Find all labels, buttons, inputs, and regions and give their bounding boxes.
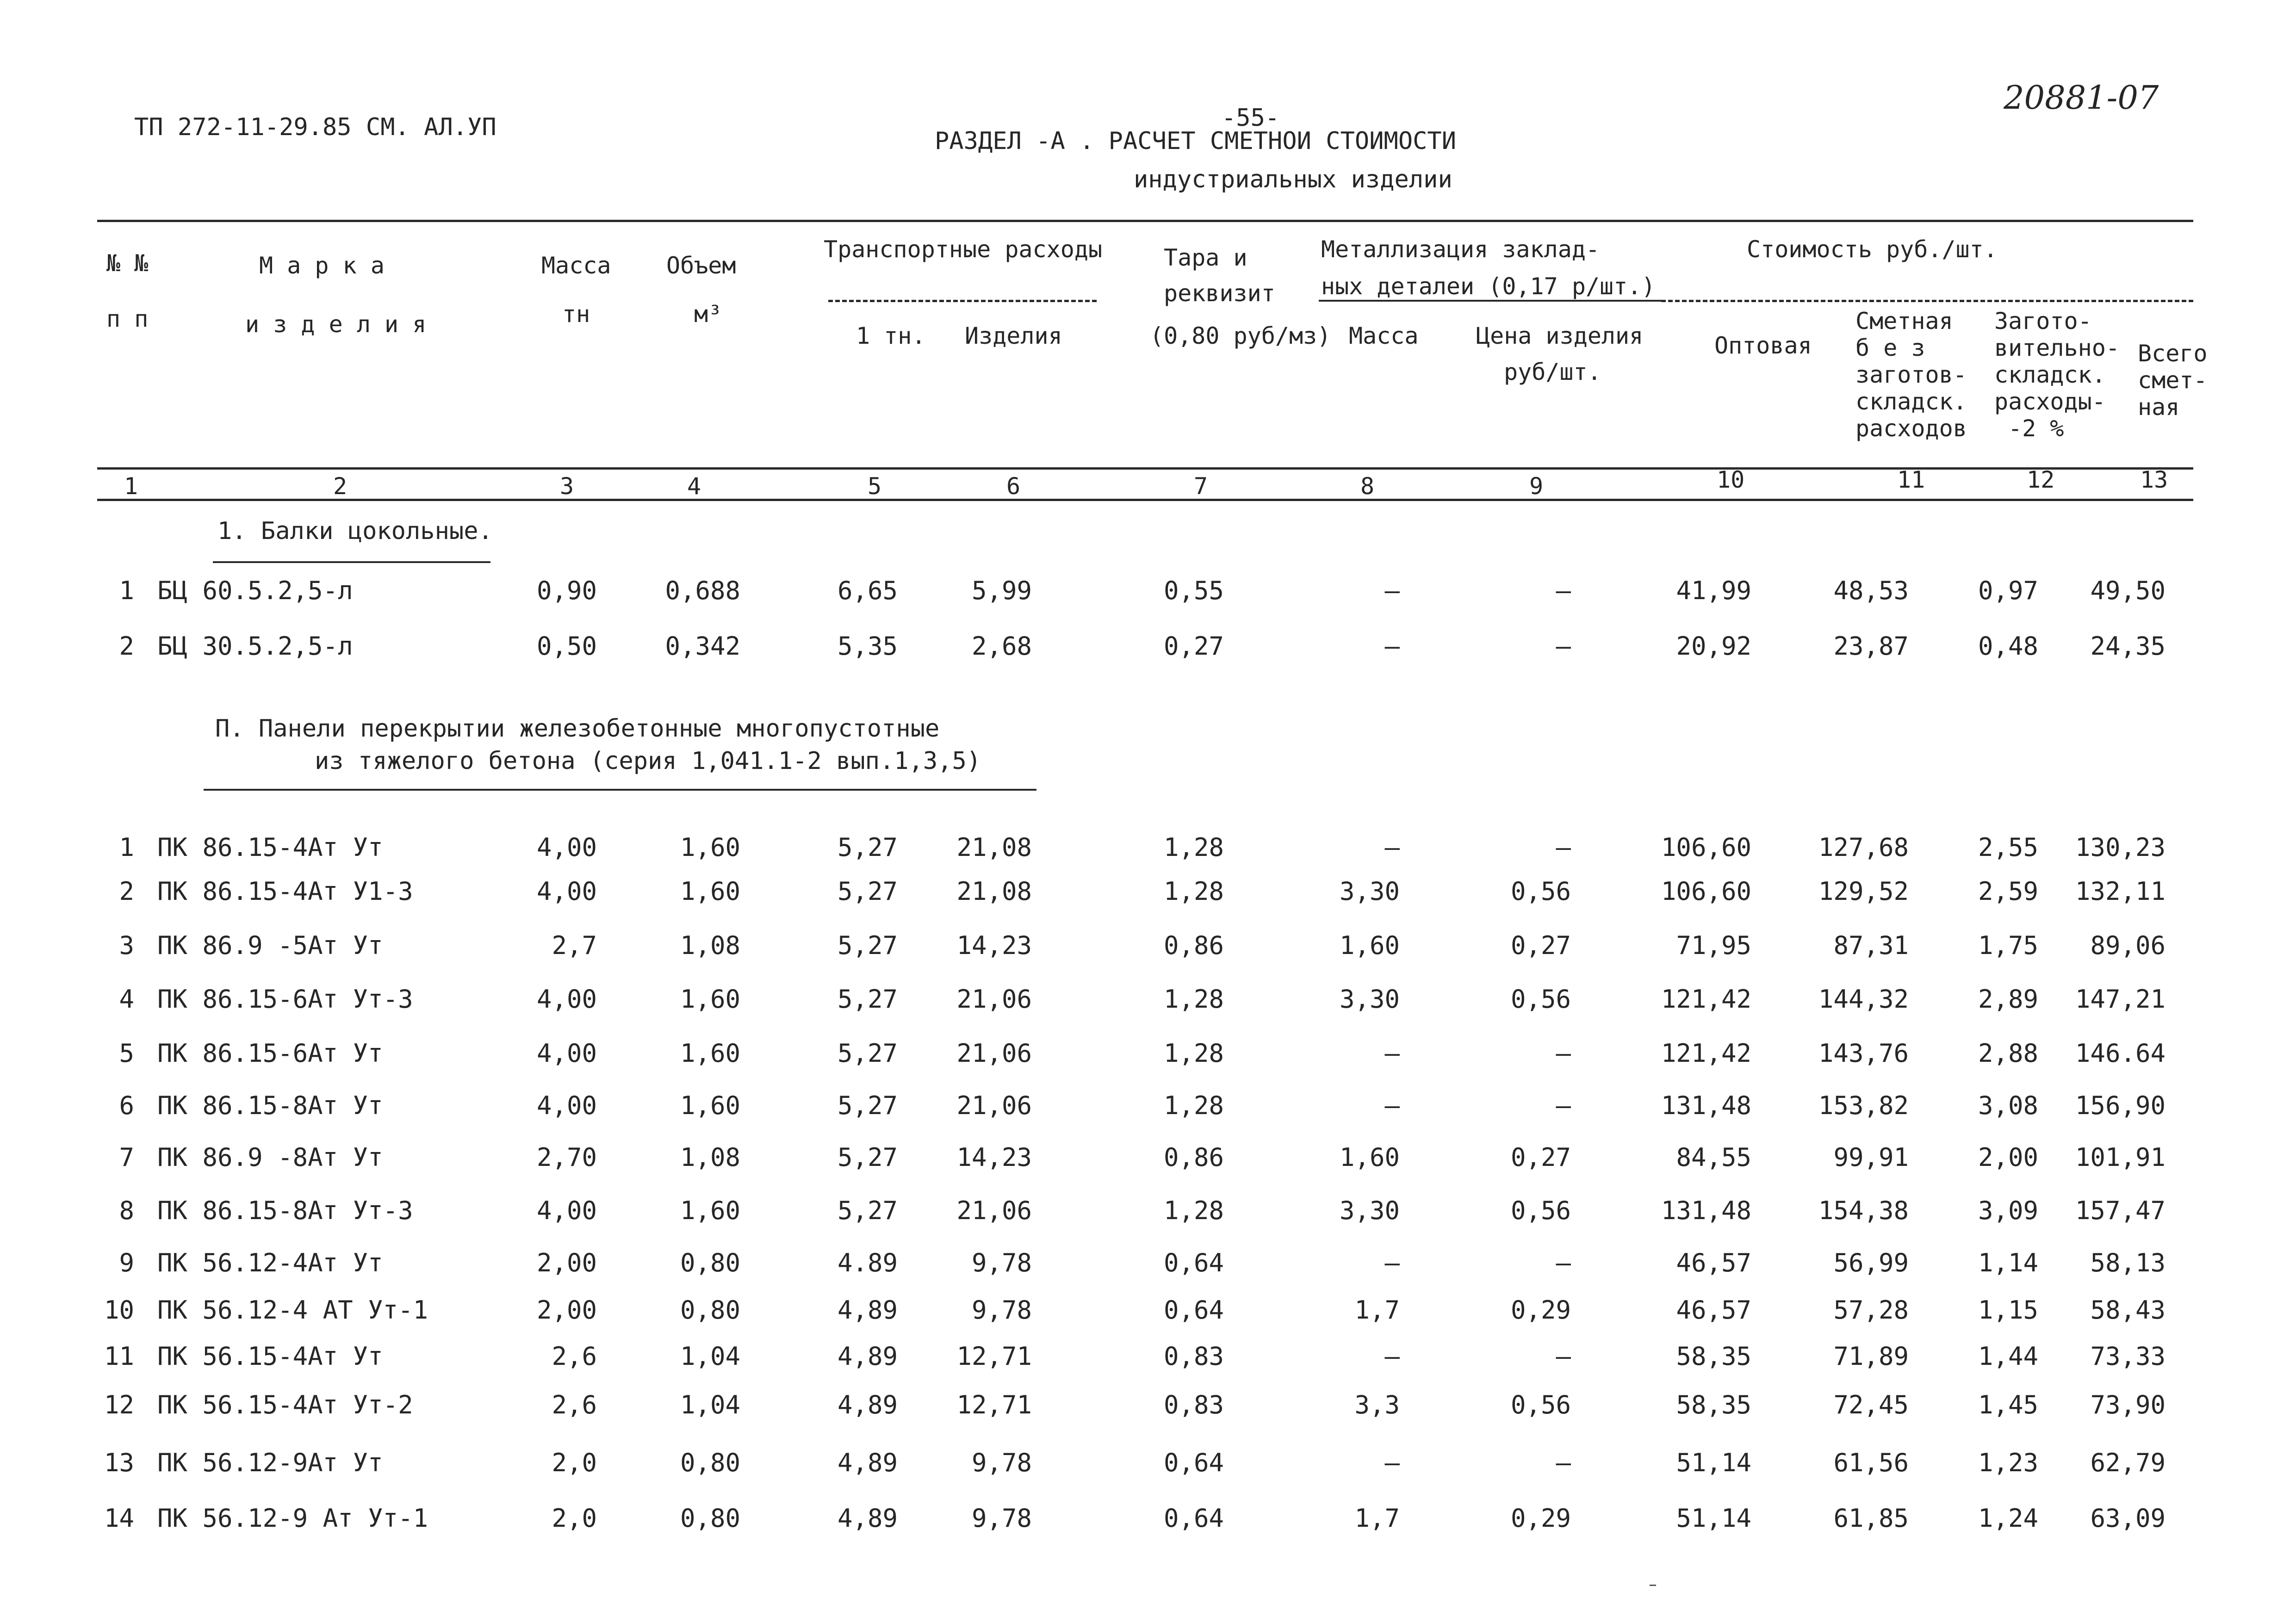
row-number: 10 xyxy=(104,1295,134,1325)
section1-underline xyxy=(213,561,490,563)
item-mark: ПК 56.12-9 Ат Ут-1 xyxy=(157,1504,428,1533)
estimate-cost: 144,32 xyxy=(1818,985,1909,1014)
transport-per-item: 9,78 xyxy=(971,1295,1032,1325)
volume-value: 0,80 xyxy=(680,1448,740,1477)
transport-per-item: 5,99 xyxy=(971,576,1032,605)
transport-per-ton: 4,89 xyxy=(837,1504,898,1533)
metal-mass: 3,30 xyxy=(1339,985,1400,1014)
storage-cost: 2,89 xyxy=(1978,985,2038,1014)
estimate-cost: 143,76 xyxy=(1818,1039,1909,1068)
metal-mass: 1,7 xyxy=(1354,1295,1400,1325)
mass-value: 0,50 xyxy=(536,632,597,661)
estimate-cost: 99,91 xyxy=(1833,1143,1909,1172)
row-number: 4 xyxy=(119,985,134,1014)
tara-value: 0,64 xyxy=(1163,1504,1224,1533)
table-row xyxy=(0,931,2296,968)
metal-price: – xyxy=(1556,1248,1571,1277)
row-number: 12 xyxy=(104,1390,134,1419)
item-mark: ПК 86.15-8Ат Ут-3 xyxy=(157,1196,413,1225)
estimate-cost: 61,85 xyxy=(1833,1504,1909,1533)
item-mark: ПК 86.15-6Ат Ут-3 xyxy=(157,985,413,1014)
item-mark: БЦ 30.5.2,5-л xyxy=(157,632,353,661)
colnum: 10 xyxy=(1717,466,1745,493)
row-number: 6 xyxy=(119,1091,134,1120)
tara-value: 1,28 xyxy=(1163,833,1224,862)
volume-value: 0,342 xyxy=(665,632,740,661)
header-estimate: Сметная б е з заготов- складск. расходов xyxy=(1855,308,1967,442)
table-row xyxy=(0,1248,2296,1285)
row-number: 1 xyxy=(119,576,134,605)
storage-cost: 1,45 xyxy=(1978,1390,2038,1419)
header-metal-price-a: Цена изделия xyxy=(1476,322,1644,349)
tara-value: 0,64 xyxy=(1163,1248,1224,1277)
metal-price: – xyxy=(1556,576,1571,605)
table-row xyxy=(0,1196,2296,1233)
transport-per-ton: 6,65 xyxy=(837,576,898,605)
table-row xyxy=(0,1390,2296,1427)
item-mark: ПК 56.12-4Ат Ут xyxy=(157,1248,383,1277)
transport-per-item: 14,23 xyxy=(956,931,1032,960)
metal-mass: – xyxy=(1384,1039,1400,1068)
item-mark: ПК 86.9 -5Ат Ут xyxy=(157,931,383,960)
mass-value: 2,0 xyxy=(552,1504,597,1533)
estimate-cost: 61,56 xyxy=(1833,1448,1909,1477)
estimate-cost: 48,53 xyxy=(1833,576,1909,605)
wholesale-price: 51,14 xyxy=(1676,1504,1751,1533)
storage-cost: 0,48 xyxy=(1978,632,2038,661)
total-cost: 101,91 xyxy=(2075,1143,2166,1172)
total-cost: 147,21 xyxy=(2075,985,2166,1014)
transport-per-ton: 5,27 xyxy=(837,985,898,1014)
estimate-cost: 127,68 xyxy=(1818,833,1909,862)
row-number: 11 xyxy=(104,1342,134,1371)
wholesale-price: 131,48 xyxy=(1661,1196,1751,1225)
metal-price: 0,29 xyxy=(1510,1295,1571,1325)
header-volume-a: Объем xyxy=(666,252,736,279)
colnum: 3 xyxy=(560,473,574,500)
row-number: 5 xyxy=(119,1039,134,1068)
colnum: 2 xyxy=(333,473,348,500)
header-tara-a: Тара и xyxy=(1164,244,1247,271)
total-cost: 132,11 xyxy=(2075,877,2166,906)
transport-per-item: 14,23 xyxy=(956,1143,1032,1172)
storage-cost: 3,09 xyxy=(1978,1196,2038,1225)
total-cost: 157,47 xyxy=(2075,1196,2166,1225)
table-row xyxy=(0,877,2296,914)
tara-value: 0,86 xyxy=(1163,931,1224,960)
metal-price: – xyxy=(1556,632,1571,661)
wholesale-price: 131,48 xyxy=(1661,1091,1751,1120)
header-num-b: п п xyxy=(106,305,149,332)
volume-value: 1,60 xyxy=(680,877,740,906)
volume-value: 1,60 xyxy=(680,1091,740,1120)
section1-title: 1. Балки цокольные. xyxy=(217,517,493,545)
metal-price: 0,56 xyxy=(1510,985,1571,1014)
item-mark: ПК 86.15-8Ат Ут xyxy=(157,1091,383,1120)
header-tara-b: реквизит xyxy=(1164,280,1275,307)
item-mark: БЦ 60.5.2,5-л xyxy=(157,576,353,605)
transport-per-item: 21,08 xyxy=(956,833,1032,862)
row-number: 2 xyxy=(119,877,134,906)
item-mark: ПК 56.15-4Ат Ут-2 xyxy=(157,1390,413,1419)
mass-value: 4,00 xyxy=(536,877,597,906)
header-transport-1t: 1 тн. xyxy=(856,322,926,349)
wholesale-price: 71,95 xyxy=(1676,931,1751,960)
volume-value: 1,60 xyxy=(680,1039,740,1068)
tara-value: 1,28 xyxy=(1163,1196,1224,1225)
volume-value: 1,08 xyxy=(680,1143,740,1172)
header-top-rule xyxy=(97,220,2193,222)
storage-cost: 1,24 xyxy=(1978,1504,2038,1533)
metal-mass: 1,60 xyxy=(1339,1143,1400,1172)
mass-value: 2,00 xyxy=(536,1295,597,1325)
scan-mark xyxy=(1650,1585,1656,1586)
table-row xyxy=(0,1039,2296,1076)
tara-value: 0,64 xyxy=(1163,1448,1224,1477)
section-title: РАЗДЕЛ -А . РАСЧЕТ СМЕТНОИ СТОИМОСТИ xyxy=(935,127,1457,155)
metal-mass: – xyxy=(1384,1448,1400,1477)
metal-mass: – xyxy=(1384,833,1400,862)
volume-value: 1,08 xyxy=(680,931,740,960)
header-cost: Стоимость руб./шт. xyxy=(1747,236,1998,263)
wholesale-price: 46,57 xyxy=(1676,1295,1751,1325)
header-metal-price-b: руб/шт. xyxy=(1504,359,1601,385)
table-row xyxy=(0,1448,2296,1485)
table-row xyxy=(0,1295,2296,1332)
tara-value: 1,28 xyxy=(1163,985,1224,1014)
wholesale-price: 121,42 xyxy=(1661,1039,1751,1068)
colnum: 1 xyxy=(124,473,138,500)
colnum: 5 xyxy=(868,473,882,500)
volume-value: 1,04 xyxy=(680,1342,740,1371)
document-code: ТП 272-11-29.85 СМ. АЛ.УП xyxy=(134,113,496,141)
volume-value: 0,80 xyxy=(680,1295,740,1325)
colnum: 9 xyxy=(1529,473,1544,500)
metal-mass: – xyxy=(1384,632,1400,661)
wholesale-price: 51,14 xyxy=(1676,1448,1751,1477)
header-storage: Загото- вительно- складск. расходы- -2 % xyxy=(1994,308,2120,442)
volume-value: 0,80 xyxy=(680,1504,740,1533)
estimate-cost: 57,28 xyxy=(1833,1295,1909,1325)
wholesale-price: 58,35 xyxy=(1676,1342,1751,1371)
metal-mass: 1,60 xyxy=(1339,931,1400,960)
colnum: 12 xyxy=(2027,466,2055,493)
transport-per-ton: 5,27 xyxy=(837,833,898,862)
storage-cost: 1,44 xyxy=(1978,1342,2038,1371)
transport-per-ton: 4.89 xyxy=(837,1248,898,1277)
header-numbers-top-rule xyxy=(97,467,2193,470)
mass-value: 0,90 xyxy=(536,576,597,605)
item-mark: ПК 56.12-9Ат Ут xyxy=(157,1448,383,1477)
storage-cost: 1,14 xyxy=(1978,1248,2038,1277)
storage-cost: 1,23 xyxy=(1978,1448,2038,1477)
header-total: Всего смет- ная xyxy=(2138,340,2208,421)
volume-value: 0,80 xyxy=(680,1248,740,1277)
wholesale-price: 84,55 xyxy=(1676,1143,1751,1172)
colnum: 8 xyxy=(1360,473,1375,500)
mass-value: 2,6 xyxy=(552,1390,597,1419)
colnum: 11 xyxy=(1897,466,1925,493)
mass-value: 2,00 xyxy=(536,1248,597,1277)
item-mark: ПК 56.15-4Ат Ут xyxy=(157,1342,383,1371)
item-mark: ПК 86.15-4Ат У1-3 xyxy=(157,877,413,906)
row-number: 13 xyxy=(104,1448,134,1477)
colnum: 13 xyxy=(2140,466,2168,493)
header-transport-item: Изделия xyxy=(965,322,1062,349)
total-cost: 156,90 xyxy=(2075,1091,2166,1120)
tara-value: 0,83 xyxy=(1163,1390,1224,1419)
metal-mass: – xyxy=(1384,1342,1400,1371)
table-row xyxy=(0,576,2296,613)
storage-cost: 3,08 xyxy=(1978,1091,2038,1120)
storage-cost: 2,00 xyxy=(1978,1143,2038,1172)
transport-per-item: 21,06 xyxy=(956,985,1032,1014)
section-subtitle: индустриальных изделии xyxy=(1134,166,1452,193)
tara-value: 0,83 xyxy=(1163,1342,1224,1371)
storage-cost: 0,97 xyxy=(1978,576,2038,605)
section2-title-b: из тяжелого бетона (серия 1,041.1-2 вып.1,3,5) xyxy=(315,747,981,775)
section2-underline xyxy=(204,789,1036,791)
header-metal-mass: Масса xyxy=(1349,322,1419,349)
table-row xyxy=(0,1342,2296,1379)
transport-per-ton: 5,27 xyxy=(837,1143,898,1172)
item-mark: ПК 86.15-4Ат Ут xyxy=(157,833,383,862)
total-cost: 24,35 xyxy=(2090,632,2166,661)
header-tara-c: (0,80 руб/мз) xyxy=(1150,322,1331,349)
transport-per-ton: 5,27 xyxy=(837,931,898,960)
item-mark: ПК 86.9 -8Ат Ут xyxy=(157,1143,383,1172)
estimate-cost: 72,45 xyxy=(1833,1390,1909,1419)
table-row xyxy=(0,1091,2296,1128)
storage-cost: 2,88 xyxy=(1978,1039,2038,1068)
mass-value: 2,6 xyxy=(552,1342,597,1371)
wholesale-price: 20,92 xyxy=(1676,632,1751,661)
transport-per-item: 12,71 xyxy=(956,1342,1032,1371)
colnum: 4 xyxy=(687,473,701,500)
metal-price: – xyxy=(1556,1091,1571,1120)
header-num-a: № № xyxy=(106,250,149,277)
estimate-cost: 153,82 xyxy=(1818,1091,1909,1120)
estimate-cost: 71,89 xyxy=(1833,1342,1909,1371)
metal-underline xyxy=(1319,300,1661,302)
total-cost: 62,79 xyxy=(2090,1448,2166,1477)
metal-mass: 1,7 xyxy=(1354,1504,1400,1533)
header-wholesale: Оптовая xyxy=(1714,332,1812,359)
header-mark-b: и з д е л и я xyxy=(245,311,427,338)
header-metal-a: Металлизация заклад- xyxy=(1321,236,1600,263)
metal-price: 0,56 xyxy=(1510,877,1571,906)
transport-per-ton: 4,89 xyxy=(837,1448,898,1477)
row-number: 3 xyxy=(119,931,134,960)
estimate-cost: 23,87 xyxy=(1833,632,1909,661)
total-cost: 89,06 xyxy=(2090,931,2166,960)
total-cost: 146.64 xyxy=(2075,1039,2166,1068)
transport-per-ton: 5,27 xyxy=(837,1196,898,1225)
row-number: 14 xyxy=(104,1504,134,1533)
estimate-cost: 87,31 xyxy=(1833,931,1909,960)
transport-per-ton: 5,27 xyxy=(837,877,898,906)
header-volume-b: м³ xyxy=(694,301,722,328)
transport-per-item: 21,08 xyxy=(956,877,1032,906)
mass-value: 4,00 xyxy=(536,1091,597,1120)
transport-per-item: 21,06 xyxy=(956,1039,1032,1068)
row-number: 2 xyxy=(119,632,134,661)
transport-per-ton: 5,35 xyxy=(837,632,898,661)
total-cost: 63,09 xyxy=(2090,1504,2166,1533)
wholesale-price: 106,60 xyxy=(1661,877,1751,906)
row-number: 8 xyxy=(119,1196,134,1225)
metal-mass: 3,30 xyxy=(1339,877,1400,906)
volume-value: 1,60 xyxy=(680,1196,740,1225)
volume-value: 1,60 xyxy=(680,833,740,862)
storage-cost: 2,55 xyxy=(1978,833,2038,862)
transport-per-ton: 4,89 xyxy=(837,1342,898,1371)
row-number: 9 xyxy=(119,1248,134,1277)
header-mass-b: тн xyxy=(562,301,590,328)
metal-mass: 3,3 xyxy=(1354,1390,1400,1419)
total-cost: 58,43 xyxy=(2090,1295,2166,1325)
metal-price: 0,56 xyxy=(1510,1196,1571,1225)
transport-per-ton: 4,89 xyxy=(837,1390,898,1419)
tara-value: 0,55 xyxy=(1163,576,1224,605)
transport-per-item: 9,78 xyxy=(971,1248,1032,1277)
header-bottom-rule xyxy=(97,499,2193,501)
tara-value: 1,28 xyxy=(1163,1039,1224,1068)
transport-per-item: 9,78 xyxy=(971,1504,1032,1533)
total-cost: 130,23 xyxy=(2075,833,2166,862)
metal-price: – xyxy=(1556,1342,1571,1371)
mass-value: 2,70 xyxy=(536,1143,597,1172)
section2-title-a: П. Панели перекрытии железобетонные многопустотные xyxy=(215,715,940,743)
wholesale-price: 106,60 xyxy=(1661,833,1751,862)
total-cost: 49,50 xyxy=(2090,576,2166,605)
metal-price: 0,56 xyxy=(1510,1390,1571,1419)
metal-mass: – xyxy=(1384,576,1400,605)
tara-value: 0,64 xyxy=(1163,1295,1224,1325)
table-row xyxy=(0,632,2296,669)
handwritten-stamp: 20881-07 xyxy=(2004,79,2159,117)
estimate-cost: 56,99 xyxy=(1833,1248,1909,1277)
wholesale-price: 46,57 xyxy=(1676,1248,1751,1277)
metal-mass: – xyxy=(1384,1091,1400,1120)
table-row xyxy=(0,985,2296,1022)
header-transport: Транспортные расходы xyxy=(824,236,1103,263)
tara-value: 0,27 xyxy=(1163,632,1224,661)
metal-price: – xyxy=(1556,833,1571,862)
table-row xyxy=(0,1143,2296,1180)
mass-value: 4,00 xyxy=(536,833,597,862)
cost-dashed-rule xyxy=(1661,300,2193,302)
tara-value: 1,28 xyxy=(1163,877,1224,906)
transport-per-item: 12,71 xyxy=(956,1390,1032,1419)
header-metal-b: ных деталеи (0,17 р/шт.) xyxy=(1321,273,1656,300)
storage-cost: 2,59 xyxy=(1978,877,2038,906)
transport-per-item: 2,68 xyxy=(971,632,1032,661)
page-number: -55- xyxy=(1222,104,1280,132)
metal-mass: – xyxy=(1384,1248,1400,1277)
row-number: 1 xyxy=(119,833,134,862)
metal-price: – xyxy=(1556,1039,1571,1068)
estimate-cost: 129,52 xyxy=(1818,877,1909,906)
item-mark: ПК 56.12-4 АТ Ут-1 xyxy=(157,1295,428,1325)
tara-value: 0,86 xyxy=(1163,1143,1224,1172)
mass-value: 4,00 xyxy=(536,1196,597,1225)
tara-value: 1,28 xyxy=(1163,1091,1224,1120)
transport-per-item: 9,78 xyxy=(971,1448,1032,1477)
metal-price: 0,27 xyxy=(1510,931,1571,960)
wholesale-price: 58,35 xyxy=(1676,1390,1751,1419)
storage-cost: 1,15 xyxy=(1978,1295,2038,1325)
volume-value: 1,60 xyxy=(680,985,740,1014)
storage-cost: 1,75 xyxy=(1978,931,2038,960)
mass-value: 2,0 xyxy=(552,1448,597,1477)
header-mass-a: Масса xyxy=(541,252,611,279)
transport-per-ton: 4,89 xyxy=(837,1295,898,1325)
metal-mass: 3,30 xyxy=(1339,1196,1400,1225)
transport-per-item: 21,06 xyxy=(956,1196,1032,1225)
transport-per-item: 21,06 xyxy=(956,1091,1032,1120)
total-cost: 73,33 xyxy=(2090,1342,2166,1371)
row-number: 7 xyxy=(119,1143,134,1172)
transport-per-ton: 5,27 xyxy=(837,1039,898,1068)
transport-per-ton: 5,27 xyxy=(837,1091,898,1120)
mass-value: 4,00 xyxy=(536,1039,597,1068)
volume-value: 1,04 xyxy=(680,1390,740,1419)
table-row xyxy=(0,833,2296,870)
item-mark: ПК 86.15-6Ат Ут xyxy=(157,1039,383,1068)
total-cost: 58,13 xyxy=(2090,1248,2166,1277)
mass-value: 2,7 xyxy=(552,931,597,960)
mass-value: 4,00 xyxy=(536,985,597,1014)
volume-value: 0,688 xyxy=(665,576,740,605)
header-mark-a: М а р к а xyxy=(259,252,385,279)
colnum: 6 xyxy=(1006,473,1021,500)
estimate-cost: 154,38 xyxy=(1818,1196,1909,1225)
colnum: 7 xyxy=(1194,473,1208,500)
wholesale-price: 121,42 xyxy=(1661,985,1751,1014)
total-cost: 73,90 xyxy=(2090,1390,2166,1419)
wholesale-price: 41,99 xyxy=(1676,576,1751,605)
transport-dashed-rule xyxy=(828,300,1097,302)
metal-price: 0,29 xyxy=(1510,1504,1571,1533)
metal-price: – xyxy=(1556,1448,1571,1477)
metal-price: 0,27 xyxy=(1510,1143,1571,1172)
table-row xyxy=(0,1504,2296,1541)
